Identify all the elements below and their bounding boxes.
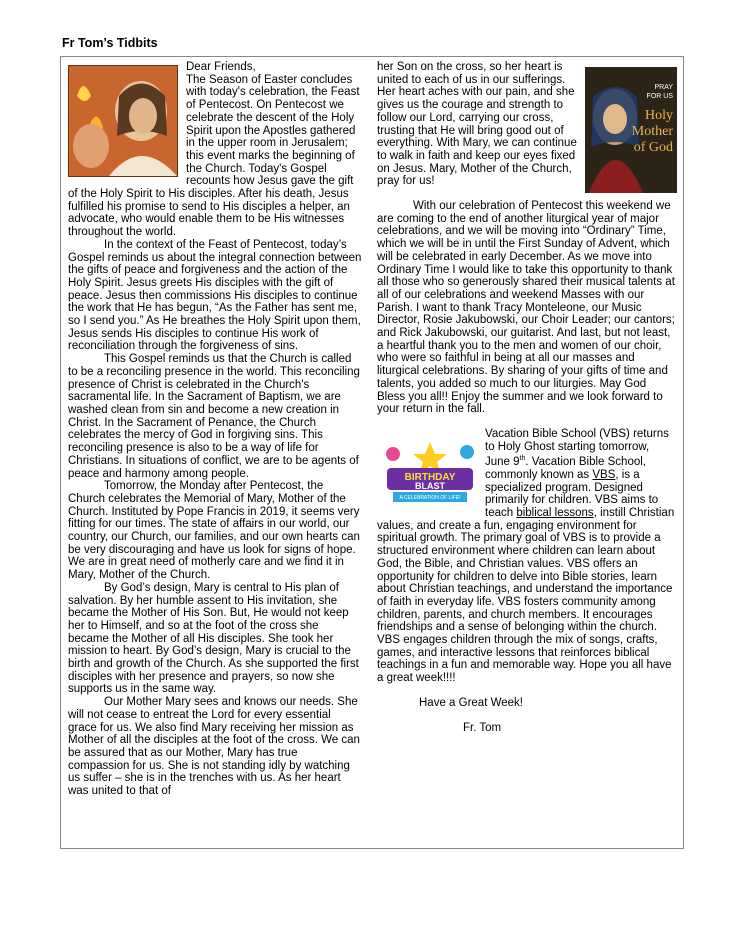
closing: Have a Great Week! <box>419 696 523 709</box>
paragraph: Tomorrow, the Monday after Pentecost, the Church celebrates the Memorial of Mary, Mother of the Church. Instituted by Pope Francis in 2019, it seems very fitting for our times. The state of affairs in our world, our country, our Church, our families, and our own hearts can be very discouraging and have us look for signs of hope. We are in great need of motherly care and we find it in Mary, Mother of the Church. <box>68 480 360 582</box>
card-text: of God <box>633 140 673 155</box>
paragraph: The Season of Easter concludes with today's celebration, the Feast of Pentecost. On Pentecost we celebrate the descent of the Holy Spirit upon the Apostles gathered in the upper room in Jerusalem; this event marks the beginning of the Church. Today's Gospel recounts how Jesus gave the gift of the Holy Spirit to His disciples. After his death, Jesus fulfilled his promise to send to His disciples a helper, an advocate, who would enable them to be His witnesses throughout the world. <box>68 73 360 239</box>
card-text: FOR US <box>646 93 673 100</box>
card-text: Holy <box>645 108 673 123</box>
paragraph: Our Mother Mary sees and knows our needs. She will not cease to entreat the Lord for every essential grace for us. We also find Mary receiving her mission as Mother of all the disciples at the foot of the cross. We can be assured that as our Mother, Mary has true compassion for us. She is not standing idly by watching us suffer – she is in the trenches with us. As her heart was united to that of <box>68 696 360 798</box>
paragraph: In the context of the Feast of Pentecost, today’s Gospel reminds us about the integral connection between the gifts of peace and forgiveness and the action of the Holy Spirit. Jesus greets His disciples with the gift of peace. Jesus then commissions His disciples to continue the work that He has begun, “As the Father has sent me, so I send you.” As He breathes the Holy Spirit upon them, Jesus sends His disciples to continue His work of reconciliation through the forgiveness of sins. <box>68 238 362 353</box>
vbs-text: Vacation Bible School (VBS) returns to Holy Ghost starting tomorrow, June 9 <box>485 427 669 469</box>
vbs-superscript: th <box>519 455 526 463</box>
vbs-text: , is a specialized program. Designed primarily for children. VBS aims to teach <box>485 468 659 520</box>
logo-text: BLAST <box>415 480 445 491</box>
logo-text: BIRTHDAY <box>404 471 456 483</box>
logo-text: A CELEBRATION OF LIFE! <box>399 494 461 501</box>
card-text: Mother <box>631 124 673 139</box>
jesus-pentecost-image <box>68 65 178 177</box>
vbs-link[interactable]: VBS <box>592 468 616 481</box>
vbs-text: , instill Christian values, and create a fun, engaging environment for spiritual growth. The primary goal of VBS is to provide a structured environment where children can learn about God, the Bible, and Christian values. VBS offers an opportunity for children to delve into Bible stories, learn about Christian teachings, and understand the importance of faith in everyday life. VBS fosters community among children, parents, and church members. It encourages friendships and a sense of belonging within the church. VBS engages children through the mix of songs, crafts, games, and interactive lessons that reinforces biblical teachings in a fun and memorable way. Hope you all have a great week!!!! <box>377 507 675 685</box>
paragraph: With our celebration of Pentecost this weekend we are coming to the end of another liturgical year of major celebrations, and we will be moving into “Ordinary” Time, which we will be in until the First Sunday of Advent, which will be celebrated in early December. As we move into Ordinary Time I would like to take this opportunity to thank all those who so generously shared their musical talents at all of our celebrations and weekend Masses with our Parish. I want to thank Tracy Monteleone, our Music Director, Rosie Jakubowski, our Choir Leader; our cantors; and Rick Jakubowski, our guitarist. And last, but not least, a heartful thank you to the men and women of our choir, who were so faithful in being at all our masses and liturgical celebrations. By sharing of your gifts of time and talents, you added so much to our liturgies. May God Bless you all!! Enjoy the summer and we look forward to your return in the fall. <box>377 200 675 416</box>
greeting: Dear Friends, <box>186 61 256 73</box>
vbs-text: . Vacation Bible School, commonly known as <box>485 456 646 481</box>
paragraph: This Gospel reminds us that the Church is called to be a reconciling presence in the world. This reconciling presence of Christ is celebrated in the Church's sacramental life. In the Sacrament of Baptism, we are washed clean from sin and become a new creation in Christ. In the Sacrament of Penance, the Church celebrates the mercy of God in forgiving sins. This reconciling presence is also to be a way of life for Christians. In situations of conflict, we are to be agents of peace and harmony among people. <box>68 353 360 480</box>
holy-mother-card-image <box>585 67 677 193</box>
signature: Fr. Tom <box>463 721 502 734</box>
left-column <box>68 61 362 798</box>
card-text: PRAY <box>654 84 673 91</box>
right-column <box>377 61 677 734</box>
vbs-birthday-blast-logo <box>383 440 477 508</box>
biblical-lessons-link[interactable]: biblical lessons <box>516 507 594 520</box>
page-title: Fr Tom’s Tidbits <box>62 36 158 50</box>
paragraph: By God’s design, Mary is central to His plan of salvation. By her humble assent to His invitation, she became the Mother of His Son. But, He would not keep her to Himself, and so at the foot of the cross she became the Mother of all His disciples. She took her mission to heart. By God’s design, Mary is crucial to the birth and growth of the Church. As she supported the first disciples with her presence and prayers, so now she supports us in the same way. <box>68 581 359 696</box>
paragraph: her Son on the cross, so her heart is united to each of us in our sufferings. Her heart aches with our pain, and she gives us the courage and strength to follow our Lord, carrying our cross, trusting that He will bring good out of everything. With Mary, we can continue to walk in faith and keep our eyes fixed on Jesus. Mary, Mother of the Church, pray for us! <box>377 61 577 188</box>
